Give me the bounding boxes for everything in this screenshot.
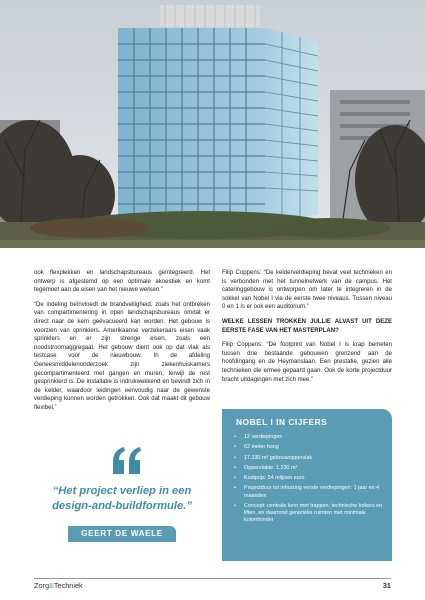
body-paragraph: ook flexplekken en landschapsbureaus geïntegreerd. Het ontwerp is afgestemd op een optimale akoestiek en komt tegemoet aan de eisen van het nieuwe werken.”	[34, 270, 210, 294]
fact-box-title: NOBEL I IN CIJFERS	[236, 417, 328, 427]
logo-part-zorg: Zorg	[34, 581, 50, 590]
logo-part-techniek: Techniek	[53, 581, 83, 590]
interview-question: WELKE LESSEN TROKKEN JULLIE ALVAST UIT DEZE EERSTE FASE VAN HET MASTERPLAN?	[222, 318, 392, 334]
building-photo	[0, 0, 425, 248]
quote-icon	[110, 444, 144, 478]
building-photo-illustration	[0, 0, 425, 248]
logo-ampersand: &	[49, 581, 54, 590]
page-number: 31	[382, 581, 391, 590]
fact-item: • Kostprijs: 54 miljoen euro	[232, 475, 386, 482]
article-left-column	[34, 269, 210, 419]
pull-quote: “Het project verliep in een design-and-buildformule.”	[52, 485, 192, 512]
article-right-column	[222, 269, 392, 390]
quote-attribution: GEERT DE WAELE	[68, 526, 176, 542]
fact-item: • Projectduur tot inhuizing eerste verdiepingen: 1 jaar en 4 maanden	[232, 485, 386, 499]
fact-item: • Oppervlakte: 1.230 m²	[232, 465, 386, 472]
quote-icon-graphic	[110, 444, 144, 478]
fact-list	[232, 434, 386, 527]
fact-item: • 12 verdiepingen	[232, 434, 386, 441]
magazine-logo	[34, 581, 83, 590]
fact-item: • 62 meter hoog	[232, 444, 386, 451]
fact-box	[222, 409, 392, 561]
page-footer	[34, 578, 391, 591]
body-paragraph: “De indeling beïnvloedt de brandveiligheid, zoals het ontbreken van compartimentering in open landschapsbureaus omdat er direct naar de kern geëvacueerd kan worden. Het gebouw is voorzien van sprinklers. Amerikaanse verzekeraars eisen vaak sprinklers en er zijn strenge eisen, zoals een noodstroomaggregaat. Het gebouw dient ook op dat vlak als testcase voor de nieuwbouw. In de afdeling Geneesmiddelenonderzoek zijn ziekenhuiskamers gecompartimenteerd met gangen en muren, terwijl de rest gesprinklerd is. De installatie is indrukwekkend en bevindt zich in de kelder, waardoor leidingen eenvoudig naar de gewenste verdieping kunnen worden getrokken. Ook dat maakt dit gebouw flexibel.”	[34, 301, 210, 411]
fact-item: • 17.230 m² gebouwoppervlak	[232, 455, 386, 462]
fact-item: • Concept: centrale kern met trappen, technische kokers en liften, en daarrond generieke ruimten met minimale kolomhinder	[232, 503, 386, 524]
body-paragraph: Filip Coppens: “De footprint van Nobel I is krap bemeten tussen drie bestaande gebouwen grenzend aan de hoofdingang en de Heymanslaan. Een prestatie, gezien alle technieken die ermee gepaard gaan. Ook de korte projectduur bracht uitdagingen met zich mee.”	[222, 342, 392, 383]
body-paragraph: Filip Coppens: “De kelderverdieping bevat veel technieken en is verbonden met het tunnelnetwerk van de campus. Het cateringgebouw is ontworpen om later te integreren in de sokkel van Nobel I via de eerste twee niveaus. Tussen niveau 0 en 1 is er ook een auditorium.”	[222, 270, 392, 311]
